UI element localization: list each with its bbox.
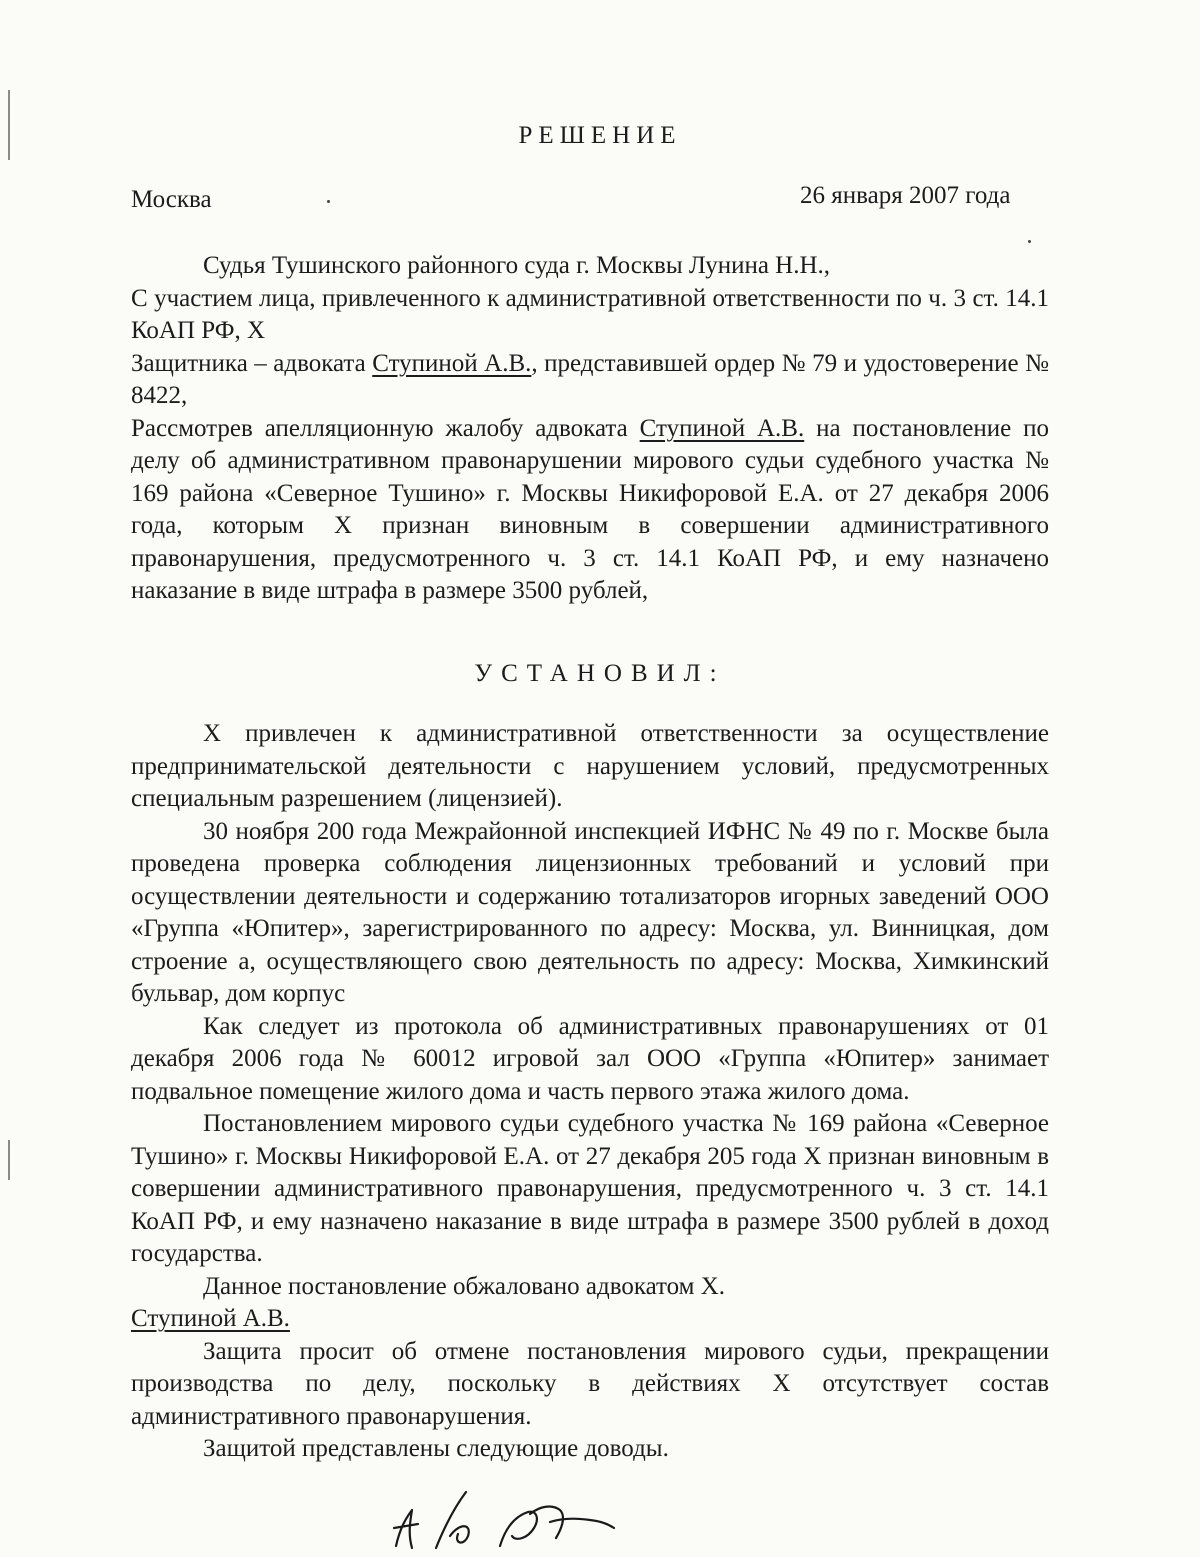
- handwritten-signature: [390, 1488, 620, 1557]
- body-paragraph-4: Постановлением мирового судьи судебного участка № 169 района «Северное Тушино» г. Москвы Никифоровой Е.А. от 27 декабря 205 года Х признан виновным в совершении административного правонарушения, предусмотренного ч. 3 ст. 14.1 КоАП РФ, и ему назначено наказание в виде штрафа в размере 3500 рублей в доход государства.: [131, 1110, 1049, 1267]
- signature-icon: [390, 1488, 620, 1552]
- body-paragraph-6: Защита просит об отмене постановления мирового судьи, прекращении производства по делу, поскольку в действиях Х отсутствует состав административного правонарушения.: [131, 1337, 1049, 1430]
- preamble-defender-lead: Защитника – адвоката: [131, 349, 373, 377]
- defender-name-underlined: Ступиной А.В.: [372, 349, 532, 377]
- preamble-judge: Судья Тушинского районного суда г. Москвы Лунина Н.Н.,: [203, 252, 831, 279]
- preamble-defender: [131, 348, 1049, 413]
- body-paragraph-1: Х привлечен к административной ответственности за осуществление предпринимательской деятельности с нарушением условий, предусмотренных специальным разрешением (лицензией).: [131, 720, 1049, 812]
- document-date: 26 января 2007 года: [800, 182, 1011, 209]
- section-title: УСТАНОВИЛ:: [474, 660, 726, 687]
- body-text: [131, 718, 1049, 1466]
- scan-speck: [1028, 240, 1031, 243]
- body-paragraph-2: 30 ноября 200 года Межрайонной инспекцией ИФНС № 49 по г. Москве была проведена проверка соблюдения лицензионных требований и условий при осуществлении деятельности и содержанию тотализаторов игорных заведений ООО «Группа «Юпитер», зарегистрированного по адресу: Москва, ул. Винницкая, дом строение а, осуществляющего свою деятельность по адресу: Москва, Химкинский бульвар, дом корпус: [131, 817, 1049, 1007]
- preamble-review-lead: Рассмотрев апелляционную жалобу адвоката: [131, 414, 640, 442]
- preamble: [131, 250, 1049, 608]
- body-paragraph-7: Защитой представлены следующие доводы.: [203, 1435, 669, 1462]
- preamble-defender-tail: , представившей ордер № 79 и удостоверение № 8422,: [131, 349, 1049, 409]
- preamble-participant: С участием лица, привлеченного к административной ответственности по ч. 3 ст. 14.1 КоАП РФ, Х: [131, 284, 1049, 344]
- advocate-name-underlined: Ступиной А.В.: [639, 414, 805, 442]
- document-city: Москва: [131, 186, 212, 213]
- advocate-name-underlined: Ступиной А.В.: [131, 1305, 290, 1332]
- preamble-review: [131, 413, 1049, 608]
- preamble-review-tail: на постановление по делу об административном правонарушении мирового судьи судебного участка № 169 района «Северное Тушино» г. Москвы Никифоровой Е.А. от 27 декабря 2006 года, которым Х признан виновным в совершении административного правонарушения, предусмотренного ч. 3 ст. 14.1 КоАП РФ, и ему назначено наказание в виде штрафа в размере 3500 рублей,: [131, 414, 1049, 604]
- body-paragraph-3: Как следует из протокола об административных правонарушениях от 01 декабря 2006 года № 60012 игровой зал ООО «Группа «Юпитер» занимает подвальное помещение жилого дома и часть первого этажа жилого дома.: [131, 1012, 1049, 1105]
- body-paragraph-5-name: [131, 1303, 1049, 1336]
- document-title: РЕШЕНИЕ: [518, 122, 682, 149]
- scan-margin-mark: [8, 1140, 10, 1180]
- body-paragraph-5: Данное постановление обжаловано адвокатом Х.: [203, 1272, 726, 1300]
- scan-speck: [327, 200, 330, 203]
